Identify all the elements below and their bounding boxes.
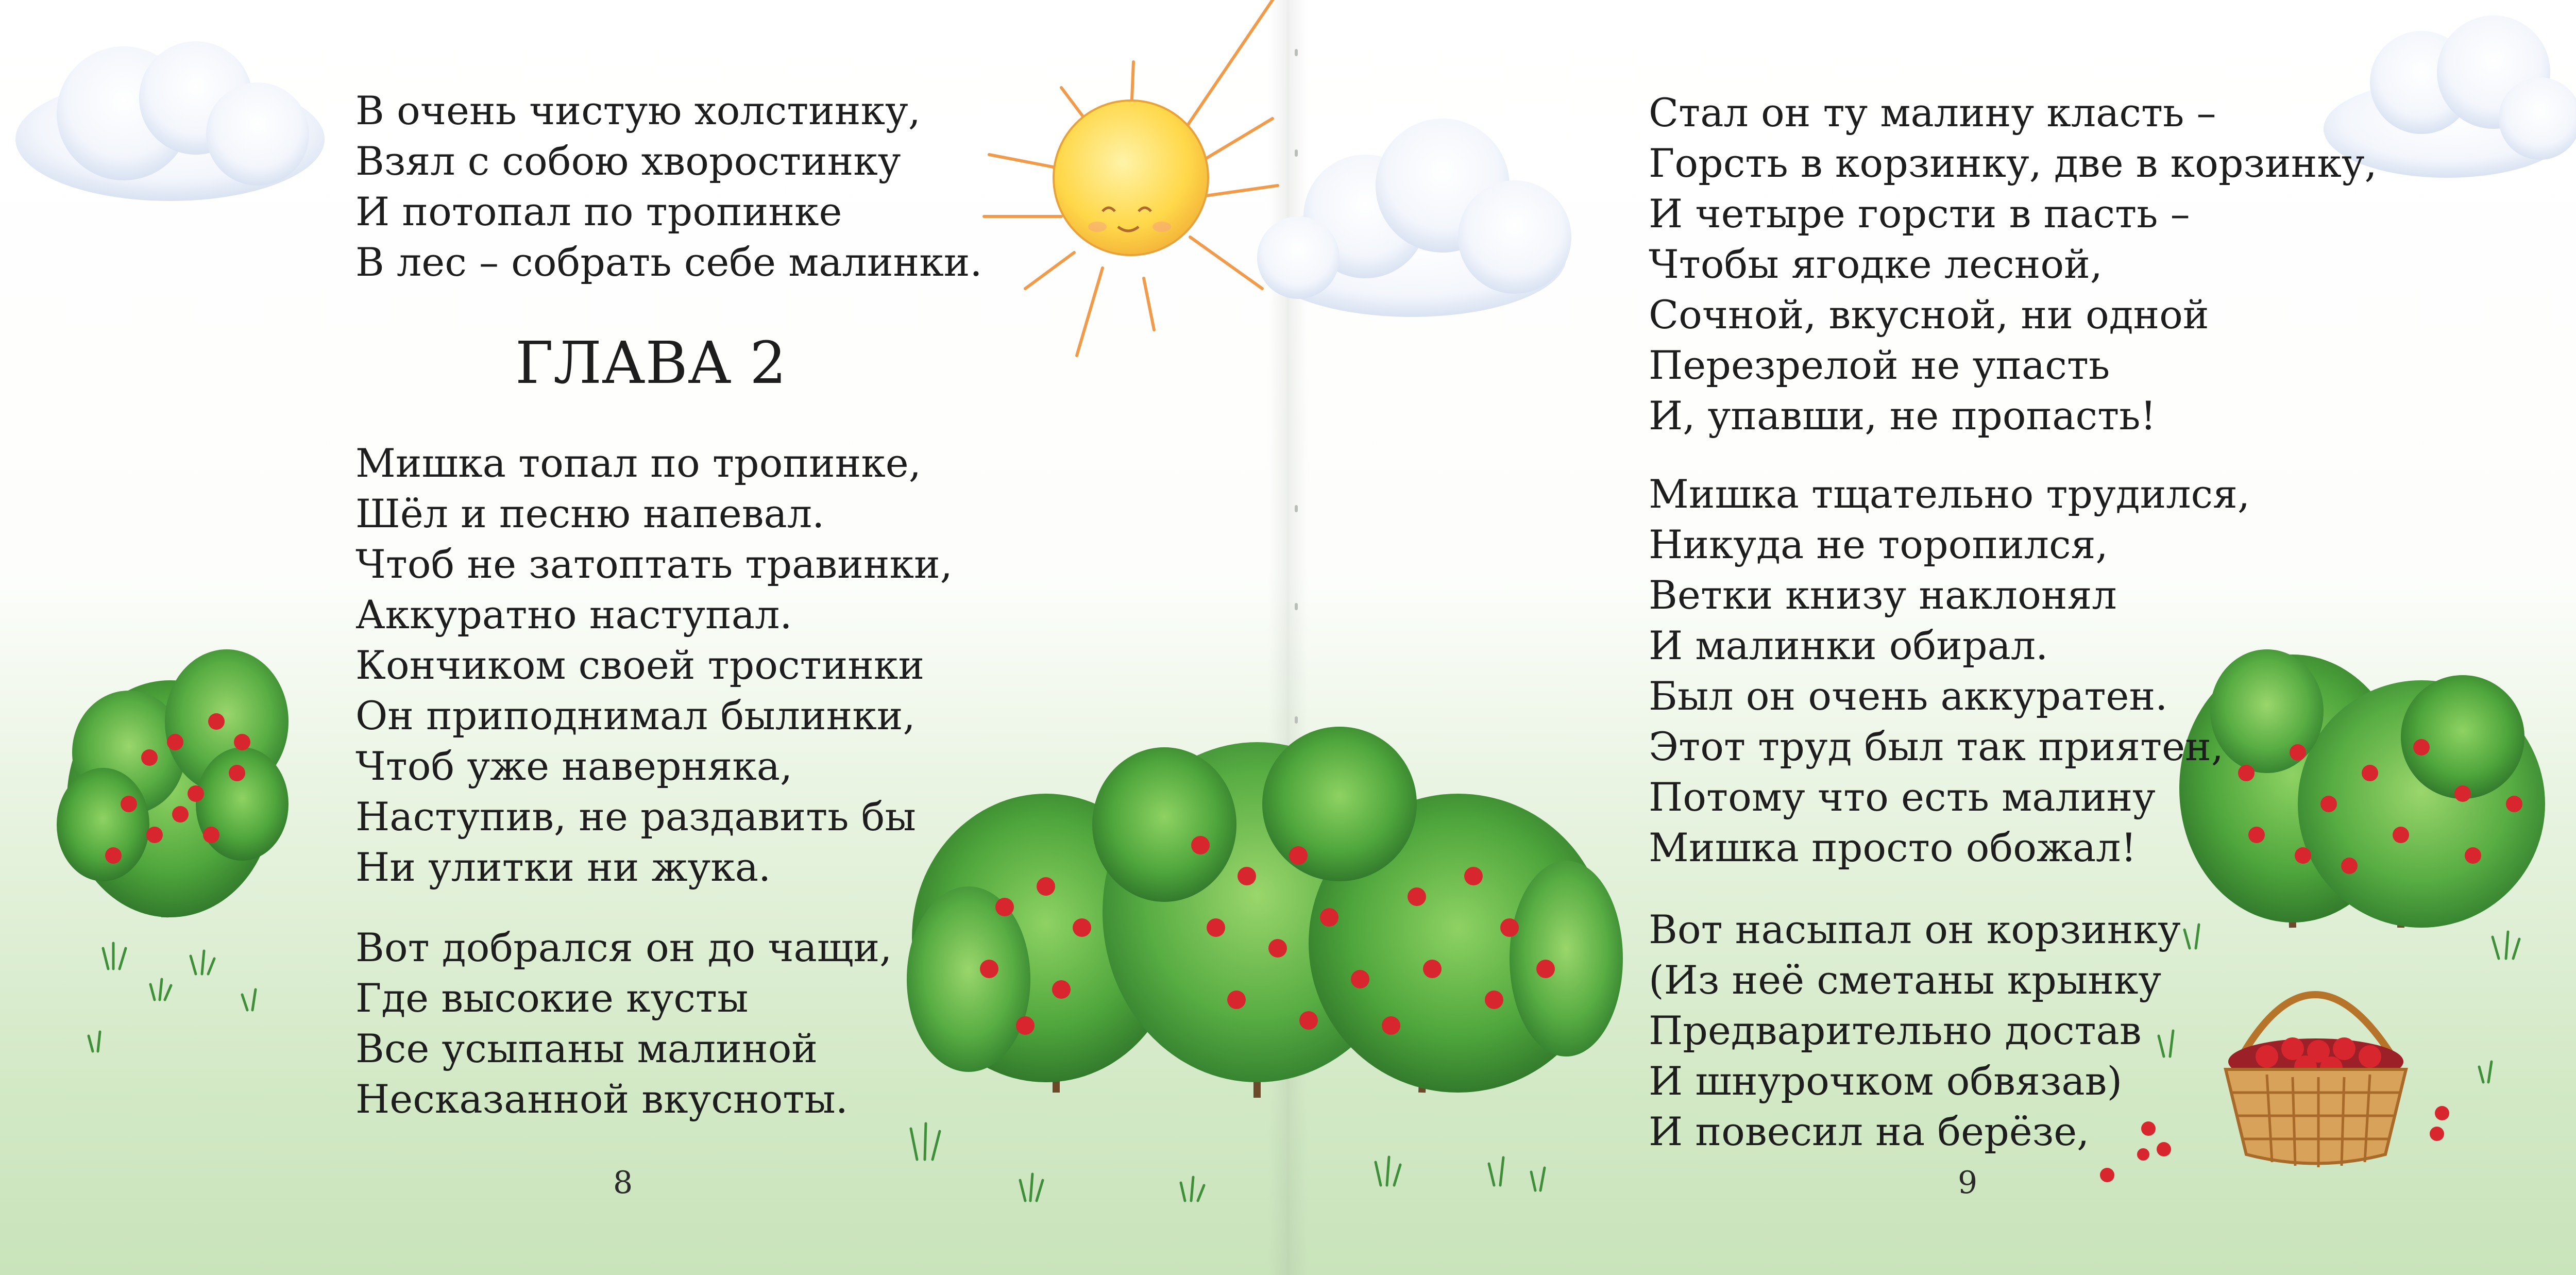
right-stanza-2: [1649, 469, 2250, 873]
right-stanza-1: [1649, 88, 2377, 441]
verse-line: Все усыпаны малиной: [355, 1026, 818, 1071]
verse-line: Вот насыпал он корзинку: [1649, 907, 2181, 952]
verse-line: Он приподнимал былинки,: [355, 693, 916, 739]
verse-line: Аккуратно наступал.: [355, 592, 792, 638]
verse-line: В лес – собрать себе малинки.: [355, 239, 982, 285]
verse-line: И четыре горсти в пасть –: [1649, 191, 2190, 237]
verse-line: Взял с собою хворостинку: [355, 138, 901, 184]
left-stanza-2: [355, 438, 953, 893]
left-stanza-1: [355, 86, 982, 288]
verse-line: Ветки книзу наклонял: [1649, 572, 2117, 618]
sun-icon: [984, 0, 1278, 356]
verse-line: Перезрелой не упасть: [1649, 342, 2110, 388]
page-number-left: 8: [613, 1165, 633, 1201]
verse-line: Чтоб не затоптать травинки,: [355, 541, 953, 587]
chapter-title: ГЛАВА 2: [515, 330, 787, 397]
cloud-icon: [15, 41, 325, 201]
verse-line: Мишка просто обожал!: [1649, 825, 2137, 870]
page-number-right: 9: [1958, 1165, 1978, 1201]
verse-line: И шнурочком обвязав): [1649, 1058, 2123, 1104]
raspberry-bush-icon: [907, 727, 1623, 1098]
verse-line: Сочной, вкусной, ни одной: [1649, 292, 2209, 338]
verse-line: И, упавши, не пропасть!: [1649, 393, 2157, 439]
verse-line: В очень чистую холстинку,: [355, 88, 921, 133]
verse-line: И потопал по тропинке: [355, 189, 842, 234]
verse-line: Предварительно достав: [1649, 1008, 2142, 1053]
left-stanza-3: [355, 922, 892, 1125]
verse-line: Чтобы ягодке лесной,: [1649, 241, 2103, 287]
verse-line: Был он очень аккуратен.: [1649, 673, 2168, 719]
verse-line: Шёл и песню напевал.: [355, 491, 825, 536]
right-stanza-3: [1649, 904, 2181, 1157]
cloud-icon: [1257, 119, 1571, 317]
verse-line: Мишка тщательно трудился,: [1649, 471, 2250, 517]
verse-line: Наступив, не раздавить бы: [355, 794, 916, 840]
verse-line: Никуда не торопился,: [1649, 522, 2108, 567]
raspberry-bush-icon: [57, 649, 289, 917]
verse-line: Несказанной вкусноты.: [355, 1076, 848, 1122]
verse-line: И малинки обирал.: [1649, 623, 2048, 668]
verse-line: Мишка топал по тропинке,: [355, 440, 921, 486]
verse-line: Стал он ту малину класть –: [1649, 90, 2216, 136]
verse-line: Вот добрался он до чащи,: [355, 925, 892, 970]
verse-line: Чтоб уже наверняка,: [355, 743, 793, 789]
verse-line: Где высокие кусты: [355, 975, 749, 1021]
verse-line: Ни улитки ни жука.: [355, 844, 771, 890]
verse-line: Горсть в корзинку, две в корзинку,: [1649, 140, 2377, 186]
verse-line: (Из неё сметаны крынку: [1649, 957, 2162, 1003]
verse-line: Этот труд был так приятен,: [1649, 724, 2224, 769]
verse-line: Потому что есть малину: [1649, 774, 2156, 820]
verse-line: И повесил на берёзе,: [1649, 1109, 2090, 1154]
verse-line: Кончиком своей тростинки: [355, 642, 925, 688]
